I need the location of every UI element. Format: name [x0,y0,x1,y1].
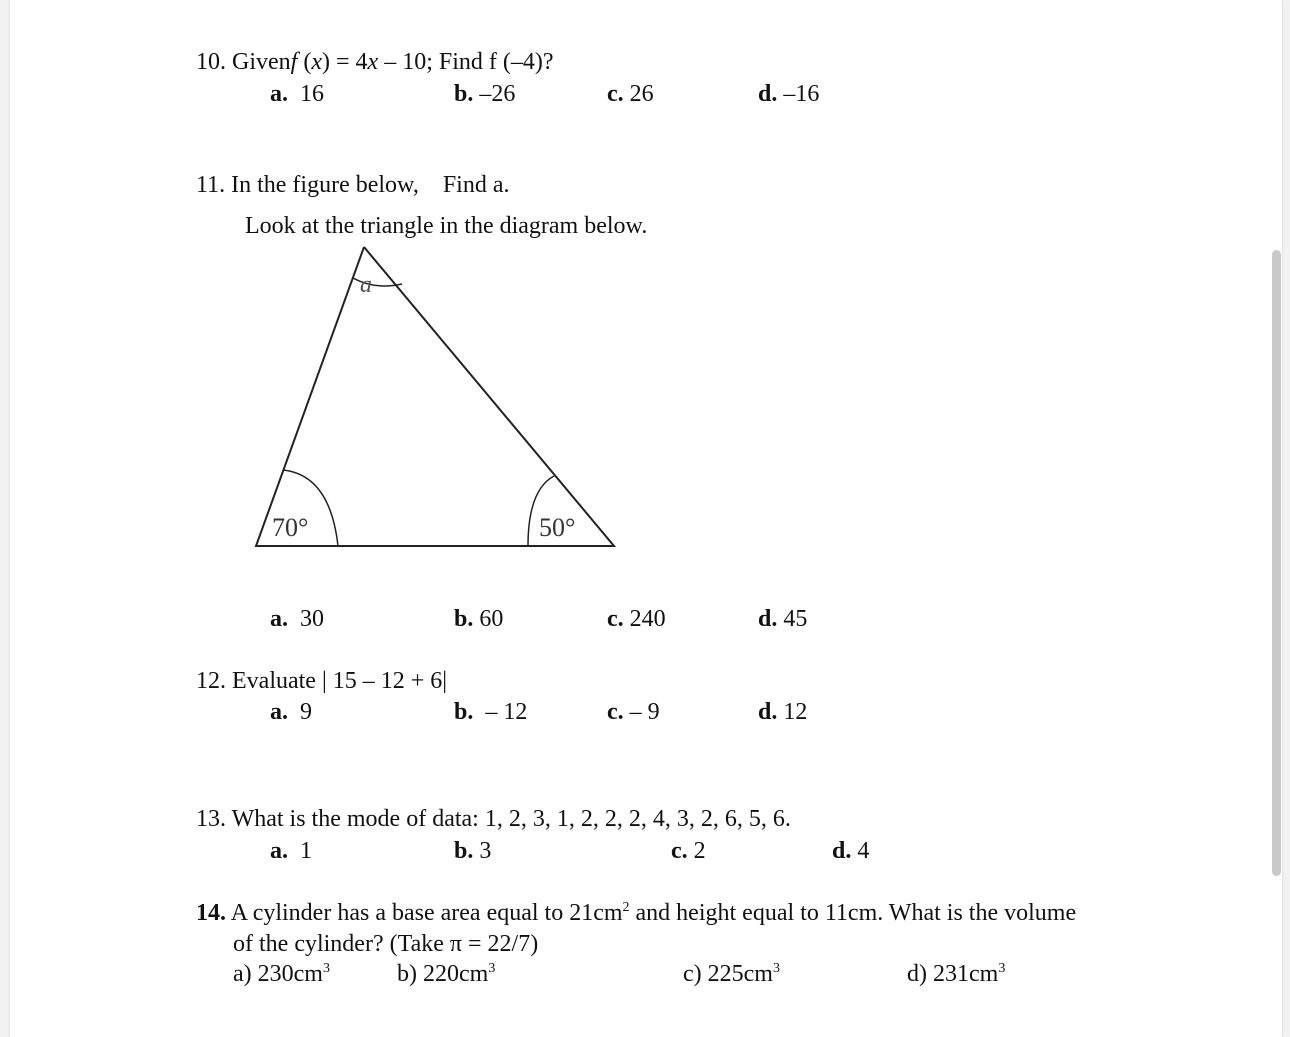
option-a[interactable] [270,700,312,724]
option-letter: a. [270,606,288,632]
option-text: 45 [783,606,808,632]
option-letter: c. [607,699,624,725]
question-text: Evaluate | 15 – 12 + 6| [232,668,448,694]
question-12-stem [196,669,447,693]
option-b[interactable] [454,700,527,724]
option-d[interactable] [758,82,819,106]
question-text [231,900,1076,926]
option-text: –26 [479,81,516,107]
option-letter: a. [270,699,288,725]
option-text: c) 225cm [683,961,773,987]
option-c[interactable] [607,82,654,106]
option-letter: c. [607,606,624,632]
exponent: 3 [488,961,496,976]
exponent: 3 [322,961,330,976]
option-b[interactable] [454,607,503,631]
option-d[interactable] [758,700,807,724]
option-a[interactable] [270,839,312,863]
document-page [10,0,1282,1037]
question-14-stem [196,901,1076,925]
question-text-part: and height equal to 11cm. What is the volume [629,900,1077,926]
option-a[interactable] [233,962,330,986]
option-text: 26 [629,81,654,107]
option-text: –16 [783,81,820,107]
question-number: 14. [196,900,226,926]
option-c[interactable] [607,607,666,631]
option-letter: d. [758,81,778,107]
vertical-scrollbar[interactable] [1272,250,1281,876]
function-name: f [290,49,298,75]
option-letter: a. [270,838,288,864]
question-14-stem-line2: of the cylinder? (Take π = 22/7) [233,931,539,957]
option-text: d) 231cm [907,961,999,987]
option-text: 3 [479,838,492,864]
question-text-part: A cylinder has a base area equal to 21cm [230,900,623,926]
question-number: 10. [196,49,226,75]
option-c[interactable] [607,700,660,724]
question-11-stem [196,173,510,197]
option-text: 9 [300,699,312,725]
option-text: 60 [479,606,504,632]
question-number: 13. [196,806,226,832]
option-text: 2 [693,838,706,864]
option-b[interactable] [454,82,515,106]
option-text: 12 [783,699,808,725]
top-angle-label: a [360,272,372,298]
option-letter: c. [671,838,688,864]
question-number: 12. [196,668,226,694]
option-letter: c. [607,81,624,107]
option-d[interactable] [758,607,807,631]
option-letter: b. [454,606,474,632]
option-text: – 12 [485,699,528,725]
triangle-diagram [248,240,628,560]
question-text: Given [232,49,291,75]
question-number: 11. [196,172,226,198]
option-b[interactable] [397,962,495,986]
function-var: x [367,49,379,75]
left-angle-label: 70° [272,513,309,542]
exponent: 3 [772,961,780,976]
option-letter: d. [758,606,778,632]
option-text: 30 [300,606,324,632]
option-text: 240 [629,606,666,632]
question-text: In the figure below, [231,172,419,198]
option-text: 4 [857,838,870,864]
option-letter: b. [454,81,474,107]
option-letter: d. [758,699,778,725]
question-13-stem [196,807,791,831]
triangle-outline [256,247,614,546]
option-letter: b. [454,699,474,725]
option-a[interactable] [270,607,324,631]
option-b[interactable] [454,839,491,863]
option-text: – 9 [629,699,660,725]
option-d[interactable] [907,962,1005,986]
option-letter: b. [454,838,474,864]
diagram-caption: Look at the triangle in the diagram below. [245,213,648,239]
option-text: 1 [300,838,312,864]
function-eq: = 4 [335,49,368,75]
option-text: 16 [300,81,324,107]
option-a[interactable] [270,82,324,106]
question-text-2: Find a. [442,172,510,198]
option-letter: a. [270,81,288,107]
exponent: 2 [622,900,630,915]
option-d[interactable] [832,839,869,863]
exponent: 3 [998,961,1006,976]
option-text: b) 220cm [397,961,489,987]
option-c[interactable] [683,962,780,986]
question-10-stem [196,50,554,74]
right-angle-label: 50° [539,513,576,542]
option-letter: d. [832,838,852,864]
question-text: What is the mode of data: 1, 2, 3, 1, 2, 2, 2, 4, 3, 2, 6, 5, 6. [231,806,791,832]
question-text-rest: – 10; Find f (–4)? [384,49,554,75]
option-c[interactable] [671,839,706,863]
option-text: a) 230cm [233,961,323,987]
function-arg: (x) [303,49,330,75]
